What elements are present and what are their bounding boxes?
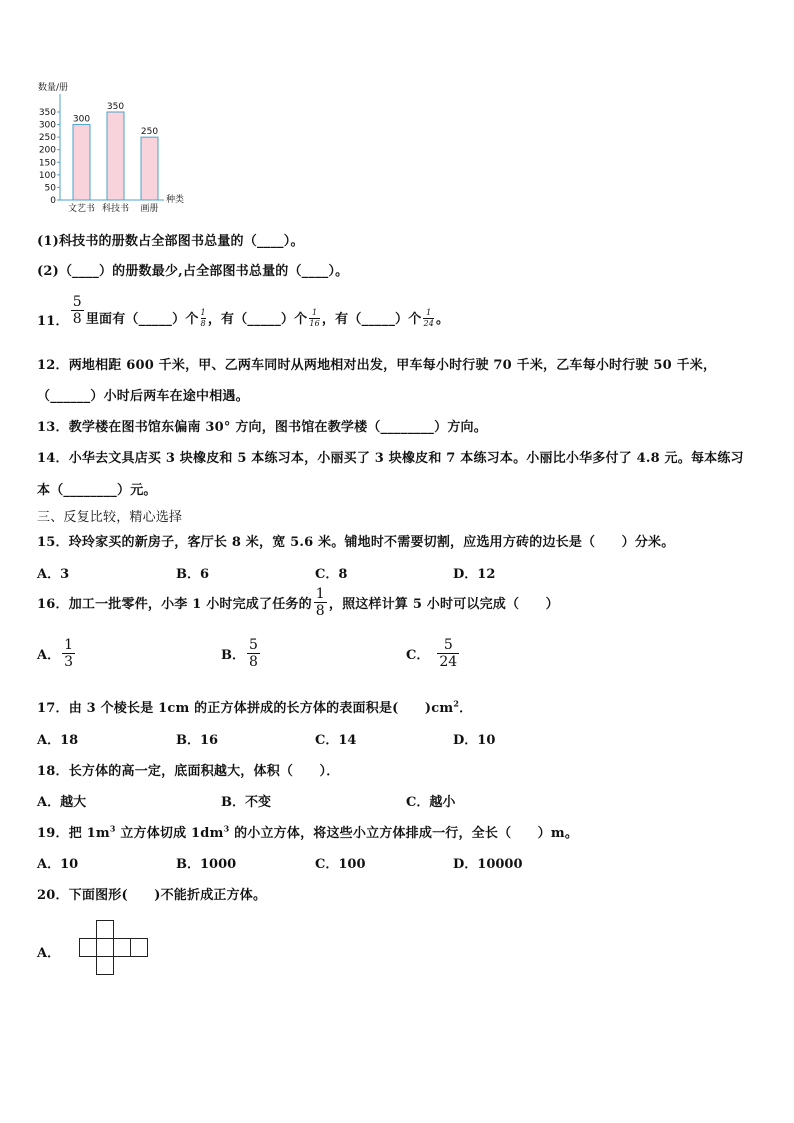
y-tick-label: 300 (38, 120, 56, 131)
net-square (80, 939, 97, 957)
bar-value-label: 350 (106, 102, 125, 112)
q11-f1-denominator: 8 (200, 319, 206, 328)
q18-option-b[interactable]: B．不变 (221, 795, 271, 810)
q16-option-c-label: C． (406, 648, 430, 663)
q19-text-3: 的小立方体，将这些小立方体排成一行，全长（ ）m。 (229, 826, 579, 841)
bar-value-label: 300 (72, 114, 91, 125)
q16-option-a-fraction (62, 638, 75, 669)
q19-option-d[interactable]: D．10000 (453, 857, 523, 872)
q11-f2-denominator: 16 (309, 319, 320, 328)
q15-option-c[interactable]: C．8 (315, 567, 348, 582)
question-13: 13．教学楼在图书馆东偏南 30° 方向，图书馆在教学楼（________）方向。 (37, 420, 487, 435)
question-20: 20．下面图形( )不能折成正方体。 (37, 888, 267, 903)
q15-option-b[interactable]: B．6 (176, 567, 210, 582)
q18-option-a[interactable]: A．越大 (37, 795, 87, 810)
bar-chart (30, 78, 200, 218)
q11-text-4: 。 (436, 312, 450, 327)
q15-option-d[interactable]: D．12 (453, 567, 496, 582)
net-square-bottom (97, 957, 114, 975)
q16-c-denominator: 24 (439, 654, 458, 670)
q11-main-fraction (71, 295, 84, 326)
q11-f3-denominator: 24 (423, 319, 435, 328)
q16-option-b[interactable] (221, 638, 262, 669)
q16-option-a-label: A． (37, 648, 61, 663)
q16-option-c[interactable] (406, 638, 461, 669)
question-11 (37, 292, 449, 329)
q20-cube-net-figure (78, 918, 152, 976)
q19-text-2: 立方体切成 1dm (115, 826, 224, 841)
q19-option-c[interactable]: C．100 (315, 857, 366, 872)
q17-end: ． (459, 701, 473, 716)
q15-option-a[interactable]: A．3 (37, 567, 70, 582)
bar-科技书 (107, 112, 124, 200)
q11-fraction-2 (309, 309, 320, 328)
q11-main-denominator: 8 (72, 311, 82, 327)
x-axis-label: 种类 (166, 195, 185, 205)
q10-part2: (2)（____）的册数最少,占全部图书总量的（____）。 (37, 264, 349, 279)
y-tick-label: 350 (38, 108, 56, 118)
y-tick-label: 150 (38, 158, 56, 169)
x-category-label: 文艺书 (67, 204, 96, 214)
question-17 (37, 697, 472, 716)
q17-superscript: 2 (453, 698, 460, 709)
q11-number: 11． (37, 314, 69, 329)
question-15: 15．玲玲家买的新房子，客厅长 8 米，宽 5.6 米。铺地时不需要切割，应选用方砖的边长是（ ）分米。 (37, 535, 675, 550)
net-square (97, 939, 114, 957)
q19-option-a[interactable]: A．10 (37, 857, 79, 872)
q12-line2: （______）小时后两车在途中相遇。 (37, 389, 249, 404)
net-square (131, 939, 148, 957)
q16-option-b-fraction (247, 638, 260, 669)
section-3-heading: 三、反复比较，精心选择 (37, 510, 183, 525)
q11-main-numerator: 5 (72, 294, 82, 310)
q16-option-a[interactable] (37, 638, 77, 669)
q16-a-numerator: 1 (64, 637, 74, 653)
q10-part1: (1)科技书的册数占全部图书总量的（____）。 (37, 234, 304, 249)
q16-option-c-fraction (437, 638, 459, 669)
q19-sup-2: 3 (223, 823, 230, 834)
question-19 (37, 822, 578, 841)
q11-f3-numerator: 1 (426, 308, 432, 317)
q16-fraction (314, 587, 327, 618)
q17-option-c[interactable]: C．14 (315, 733, 357, 748)
q11-f1-numerator: 1 (200, 308, 206, 317)
y-tick-label: 100 (38, 170, 56, 181)
q20-option-a-label[interactable]: A． (37, 946, 61, 961)
q12-line1: 12．两地相距 600 千米，甲、乙两车同时从两地相对出发，甲车每小时行驶 70 千米，乙车每小时行驶 50 千米， (37, 358, 717, 373)
q17-option-b[interactable]: B．16 (176, 733, 219, 748)
q11-fraction-3 (423, 309, 434, 328)
y-axis-label: 数量/册 (38, 83, 69, 93)
q16-a-denominator: 3 (64, 654, 74, 670)
y-tick-label: 250 (38, 133, 56, 144)
q18-option-c[interactable]: C．越小 (406, 795, 456, 810)
bar-画册 (141, 137, 158, 200)
q16-text-1: 16．加工一批零件，小李 1 小时完成了任务的 (37, 597, 312, 612)
chart-svg (30, 78, 200, 218)
q14-line1: 14．小华去文具店买 3 块橡皮和 5 本练习本，小丽买了 3 块橡皮和 7 本练习本。小丽比小华多付了 4.8 元。每本练习 (37, 451, 744, 466)
q16-denominator: 8 (315, 603, 325, 619)
y-tick-label: 50 (44, 183, 56, 194)
q16-option-b-label: B． (221, 648, 245, 663)
q11-f2-numerator: 1 (311, 308, 318, 317)
q17-option-d[interactable]: D．10 (453, 733, 496, 748)
q11-text-3: ，有（_____）个 (321, 312, 422, 327)
net-square (114, 939, 131, 957)
q19-sup-1: 3 (109, 823, 116, 834)
q16-c-numerator: 5 (443, 637, 453, 653)
q16-text-2: ，照这样计算 5 小时可以完成（ ） (328, 597, 559, 612)
x-category-label: 科技书 (101, 204, 130, 214)
q11-text-2: ，有（_____）个 (207, 312, 308, 327)
q19-option-b[interactable]: B．1000 (176, 857, 237, 872)
bar-文艺书 (73, 125, 90, 200)
question-16 (37, 587, 559, 618)
q19-text-1: 19．把 1m (37, 826, 110, 841)
q16-b-denominator: 8 (249, 654, 258, 670)
q16-b-numerator: 5 (249, 637, 258, 653)
q17-option-a[interactable]: A．18 (37, 733, 79, 748)
question-18: 18．长方体的高一定，底面积越大，体积（ ）． (37, 764, 340, 779)
x-category-label: 画册 (140, 204, 159, 214)
net-square-top (97, 921, 114, 939)
q11-text-1: 里面有（_____）个 (85, 312, 199, 327)
q11-fraction-1 (201, 309, 206, 328)
bar-value-label: 250 (140, 127, 159, 138)
q14-line2: 本（________）元。 (37, 483, 157, 498)
y-tick-label: 200 (38, 145, 56, 156)
q16-numerator: 1 (315, 586, 325, 602)
y-tick-label: 0 (50, 196, 56, 206)
q17-text: 17．由 3 个棱长是 1cm 的正方体拼成的长方体的表面积是( )cm (37, 701, 454, 716)
